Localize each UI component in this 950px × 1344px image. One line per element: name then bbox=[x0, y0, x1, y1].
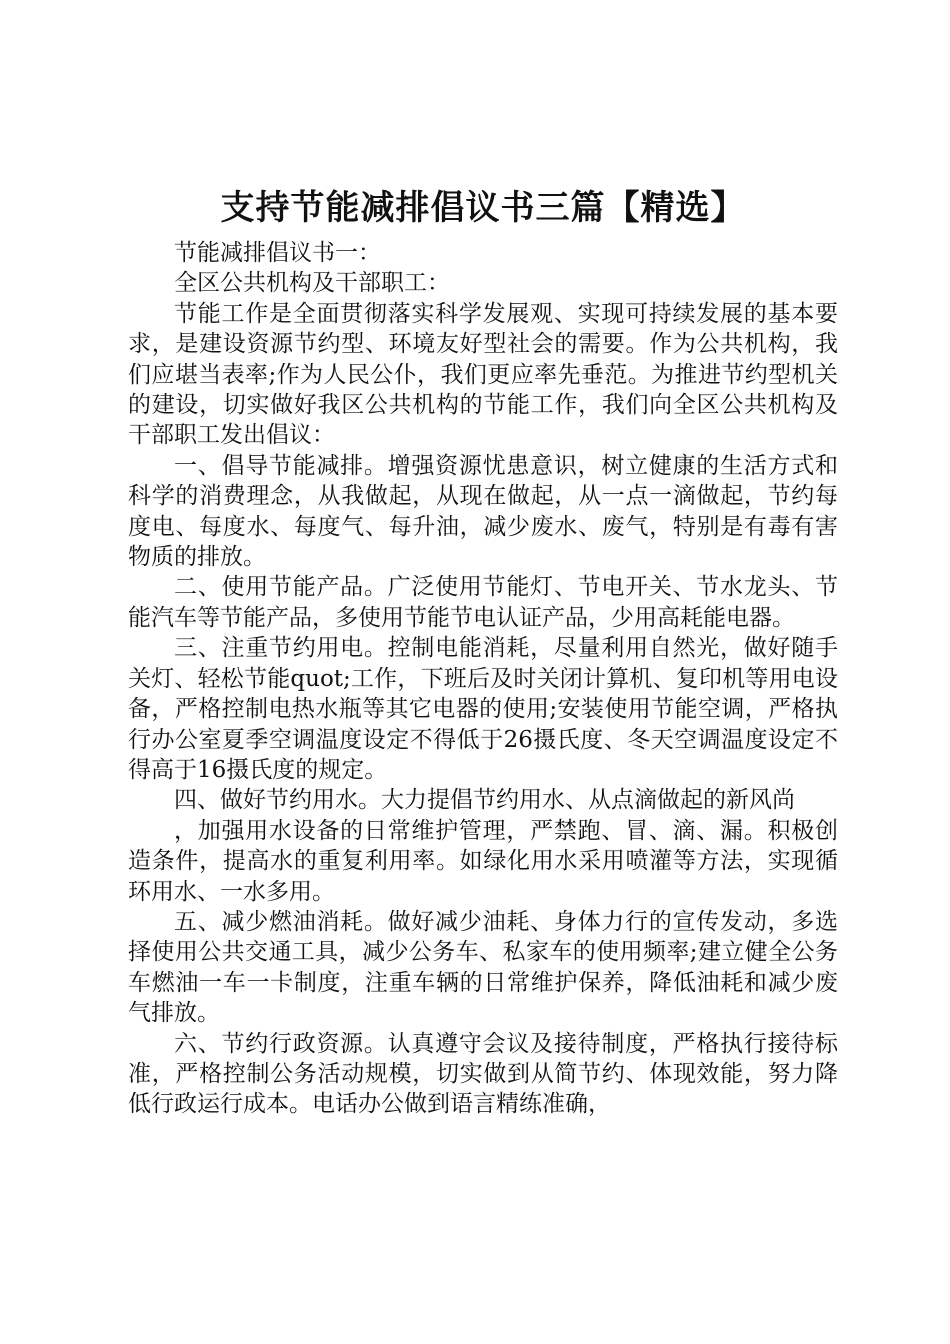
document-page bbox=[128, 180, 838, 1120]
paragraph-item-4-continued: ，加强用水设备的日常维护管理，严禁跑、冒、滴、漏。积极创造条件，提高水的重复利用率。如绿化用水采用喷灌等方法，实现循环用水、一水多用。 bbox=[128, 817, 838, 905]
paragraph-item-1: 一、倡导节能减排。增强资源忧患意识，树立健康的生活方式和科学的消费理念，从我做起，从现在做起，从一点一滴做起，节约每度电、每度水、每度气、每升油，减少废水、废气，特别是有毒有害物质的排放。 bbox=[128, 452, 838, 571]
paragraph-salutation: 全区公共机构及干部职工： bbox=[174, 270, 450, 297]
paragraph-item-2: 二、使用节能产品。广泛使用节能灯、节电开关、节水龙头、节能汽车等节能产品，多使用节能节电认证产品，少用高耗能电器。 bbox=[128, 574, 838, 631]
paragraph-heading: 节能减排倡议书一： bbox=[174, 240, 381, 266]
paragraph-item-6: 六、节约行政资源。认真遵守会议及接待制度，严格执行接待标准，严格控制公务活动规模，切实做到从简节约、体现效能，努力降低行政运行成本。电话办公做到语言精练准确， bbox=[128, 1030, 838, 1118]
paragraph-intro: 节能工作是全面贯彻落实科学发展观、实现可持续发展的基本要求，是建设资源节约型、环境友好型社会的需要。作为公共机构，我们应堪当表率;作为人民公仆，我们更应率先垂范。为推进节约型机关的建设，切实做好我区公共机构的节能工作，我们向全区公共机构及干部职工发出倡议： bbox=[128, 300, 838, 449]
paragraph-item-3: 三、注重节约用电。控制电能消耗，尽量利用自然光，做好随手关灯、轻松节能quot;工作，下班后及时关闭计算机、复印机等用电设备，严格控制电热水瓶等其它电器的使用;安装使用节能空调，严格执行办公室夏季空调温度设定不得低于26摄氏度、冬天空调温度设定不得高于16摄氏度的规定。 bbox=[128, 635, 838, 783]
paragraph-item-4: 四、做好节约用水。大力提倡节约用水、从点滴做起的新风尚 bbox=[174, 787, 795, 814]
document-title: 支持节能减排倡议书三篇【精选】 bbox=[220, 188, 746, 228]
paragraph-item-5: 五、减少燃油消耗。做好减少油耗、身体力行的宣传发动，多选择使用公共交通工具，减少公务车、私家车的使用频率;建立健全公务车燃油一车一卡制度，注重车辆的日常维护保养，降低油耗和减少废气排放。 bbox=[128, 908, 838, 1027]
